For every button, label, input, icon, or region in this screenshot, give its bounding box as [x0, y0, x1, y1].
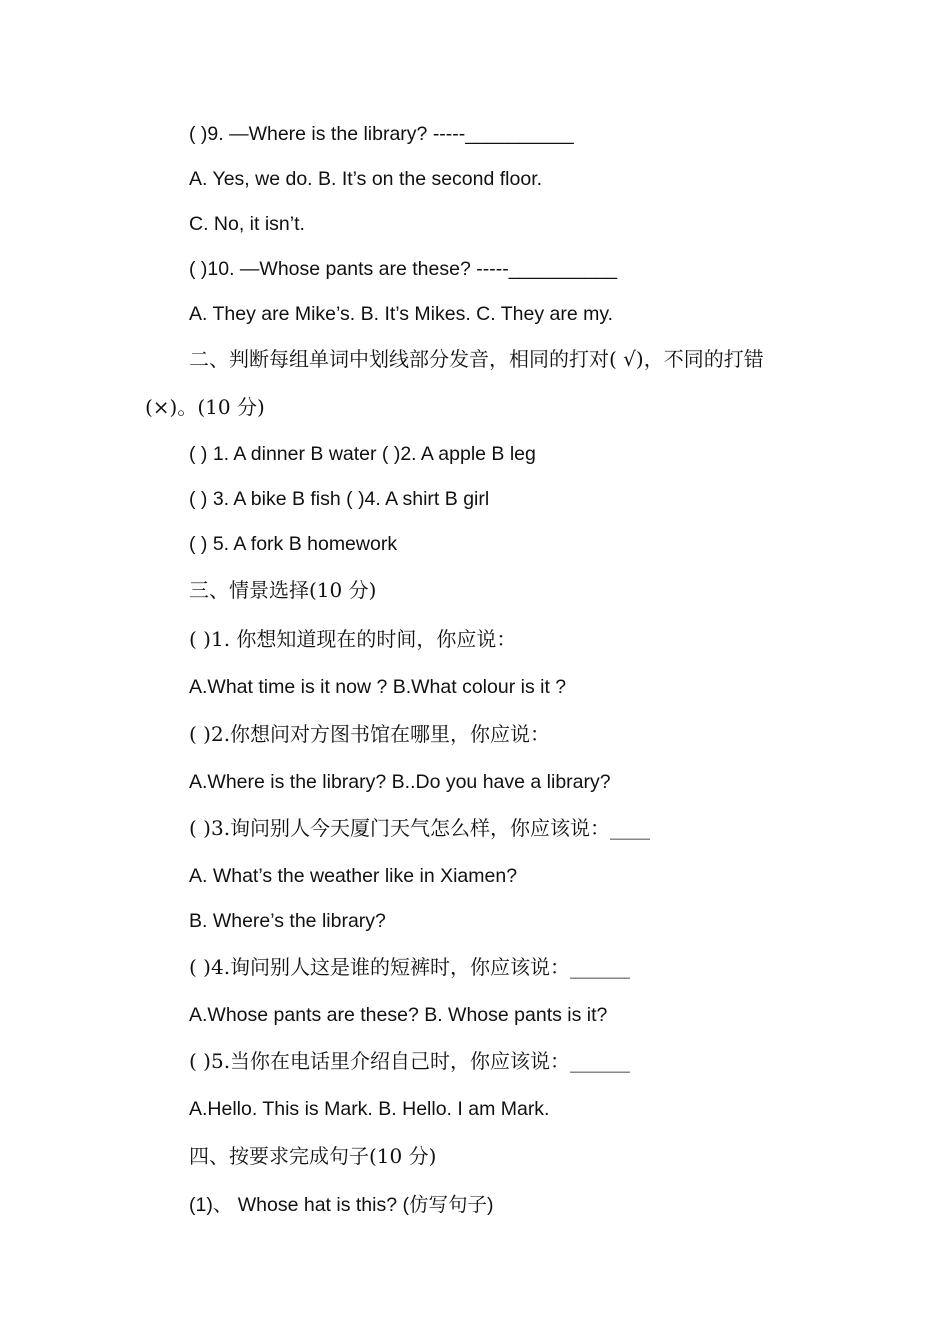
situation-2-options: A.Where is the library? B..Do you have a library? — [189, 771, 611, 793]
question-9: ( )9. —Where is the library? -----__________ — [189, 123, 574, 145]
situation-3-option-a: A. What’s the weather like in Xiamen? — [189, 865, 518, 887]
situation-3: ( )3.询问别人今天厦门天气怎么样，你应该说：____ — [189, 816, 651, 840]
question-9-options-ab: A. Yes, we do. B. It’s on the second floor. — [189, 168, 543, 190]
question-10-options: A. They are Mike’s. B. It’s Mikes. C. They are my. — [189, 303, 614, 325]
question-10: ( )10. —Whose pants are these? -----__________ — [189, 258, 618, 280]
section-4-heading: 四、按要求完成句子(10 分) — [189, 1144, 437, 1168]
pronunciation-item-5: ( ) 5. A fork B homework — [189, 533, 398, 555]
situation-4: ( )4.询问别人这是谁的短裤时，你应该说：______ — [189, 955, 631, 979]
situation-5-options: A.Hello. This is Mark. B. Hello. I am Mark. — [189, 1098, 550, 1120]
sentence-task-1: (1)、 Whose hat is this? (仿写句子) — [189, 1194, 494, 1216]
question-9-option-c: C. No, it isn’t. — [189, 213, 305, 235]
pronunciation-items-3-4: ( ) 3. A bike B fish ( )4. A shirt B girl — [189, 488, 490, 510]
section-2-heading: 二、判断每组单词中划线部分发音，相同的打对( √)，不同的打错 — [189, 347, 764, 371]
situation-4-options: A.Whose pants are these? B. Whose pants is it? — [189, 1004, 608, 1026]
situation-2: ( )2.你想问对方图书馆在哪里，你应说： — [189, 722, 551, 746]
situation-5: ( )5.当你在电话里介绍自己时，你应该说：______ — [189, 1049, 631, 1073]
section-3-heading: 三、情景选择(10 分) — [189, 578, 377, 602]
situation-1-options: A.What time is it now ? B.What colour is it ? — [189, 676, 567, 698]
situation-3-option-b: B. Where’s the library? — [189, 910, 386, 932]
situation-1: ( )1. 你想知道现在的时间，你应说： — [189, 627, 517, 651]
section-2-heading-cont: (×)。(10 分) — [145, 395, 265, 419]
pronunciation-items-1-2: ( ) 1. A dinner B water ( )2. A apple B leg — [189, 443, 536, 465]
